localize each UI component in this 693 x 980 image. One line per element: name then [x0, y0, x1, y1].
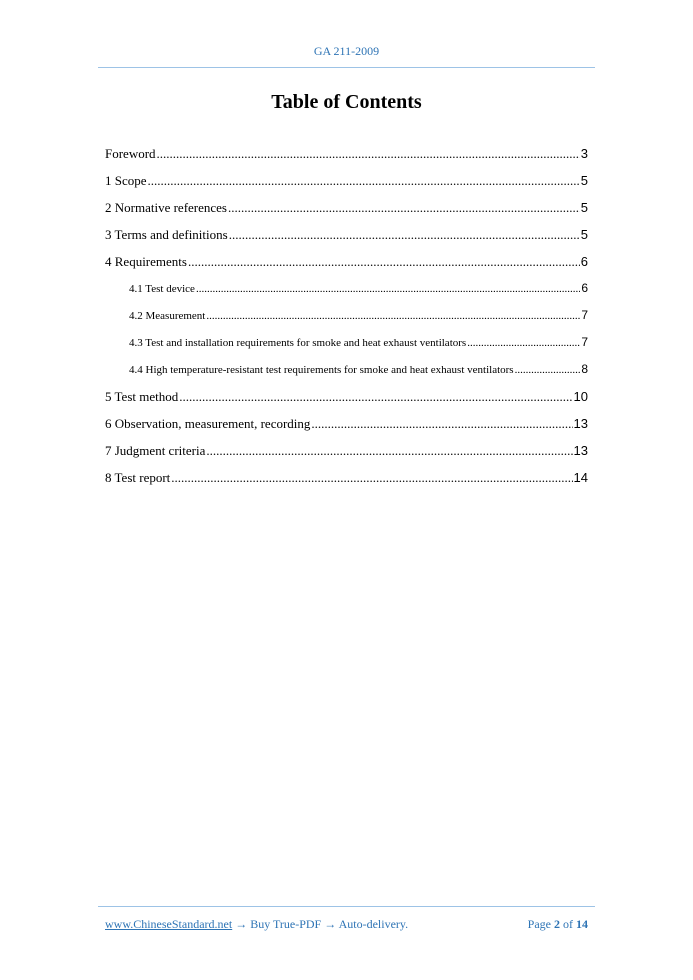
toc-leader [157, 140, 580, 167]
toc-entry-page: 6 [580, 254, 588, 269]
page-of: of [560, 917, 576, 931]
toc-entry-label: 8 Test report [105, 470, 171, 485]
toc-leader [228, 194, 580, 221]
toc-leader [206, 437, 572, 464]
toc-entry-observation[interactable] [105, 410, 588, 437]
toc-entry-label: 4.1 Test device [129, 283, 195, 295]
toc-leader [206, 303, 580, 330]
toc-entry-scope[interactable] [105, 167, 588, 194]
document-id-header: GA 211-2009 [313, 44, 380, 58]
arrow-icon: → [232, 917, 251, 931]
header-divider [98, 67, 595, 68]
toc-leader [515, 357, 581, 384]
toc-entry-high-temperature-requirements[interactable] [105, 356, 588, 383]
toc-entry-page: 7 [581, 335, 588, 349]
toc-entry-requirements[interactable] [105, 248, 588, 275]
toc-entry-label: 2 Normative references [105, 200, 227, 215]
toc-entry-page: 6 [581, 281, 588, 295]
toc-entry-label: 1 Scope [105, 173, 147, 188]
toc-entry-page: 13 [573, 443, 588, 458]
toc-entry-page: 3 [580, 146, 588, 161]
toc-entry-label: 4.2 Measurement [129, 310, 206, 322]
buy-pdf-text: Buy True-PDF [250, 917, 322, 931]
toc-list [105, 140, 588, 491]
toc-entry-test-installation-requirements[interactable] [105, 329, 588, 356]
toc-entry-page: 5 [580, 200, 588, 215]
page-footer [105, 917, 588, 932]
page-prefix: Page [527, 917, 554, 931]
footer-divider [98, 906, 595, 907]
total-pages: 14 [576, 917, 588, 931]
arrow-icon: → [321, 917, 339, 931]
page-number [528, 917, 588, 932]
toc-entry-page: 5 [580, 227, 588, 242]
toc-leader [171, 464, 572, 491]
toc-entry-label: 3 Terms and definitions [105, 227, 228, 242]
toc-entry-page: 14 [573, 470, 588, 485]
footer-promo [105, 917, 408, 932]
toc-entry-normative-references[interactable] [105, 194, 588, 221]
toc-entry-page: 10 [573, 389, 588, 404]
toc-entry-label: Foreword [105, 146, 156, 161]
toc-entry-test-report[interactable] [105, 464, 588, 491]
toc-entry-judgment-criteria[interactable] [105, 437, 588, 464]
toc-entry-page: 13 [573, 416, 588, 431]
website-link[interactable]: www.ChineseStandard.net [105, 917, 233, 931]
toc-entry-foreword[interactable] [105, 140, 588, 167]
toc-entry-label: 4.3 Test and installation requirements for smoke and heat exhaust ventilators [129, 337, 467, 349]
toc-entry-label: 5 Test method [105, 389, 179, 404]
auto-delivery-text: Auto-delivery. [338, 917, 409, 931]
toc-leader [148, 167, 580, 194]
toc-entry-label: 4 Requirements [105, 254, 187, 269]
current-page: 2 [554, 917, 560, 931]
toc-entry-page: 5 [580, 173, 588, 188]
toc-title: Table of Contents [271, 91, 422, 113]
toc-entry-label: 4.4 High temperature-resistant test requirements for smoke and heat exhaust ventilators [129, 364, 514, 376]
toc-leader [179, 383, 572, 410]
toc-leader [467, 330, 580, 357]
toc-entry-measurement[interactable] [105, 302, 588, 329]
toc-entry-label: 6 Observation, measurement, recording [105, 416, 311, 431]
toc-entry-label: 7 Judgment criteria [105, 443, 206, 458]
toc-entry-page: 7 [581, 308, 588, 322]
toc-entry-page: 8 [581, 362, 588, 376]
toc-leader [229, 221, 580, 248]
toc-entry-terms-and-definitions[interactable] [105, 221, 588, 248]
toc-leader [311, 410, 572, 437]
toc-entry-test-device[interactable] [105, 275, 588, 302]
toc-entry-test-method[interactable] [105, 383, 588, 410]
toc-leader [196, 276, 580, 303]
toc-leader [188, 248, 580, 275]
